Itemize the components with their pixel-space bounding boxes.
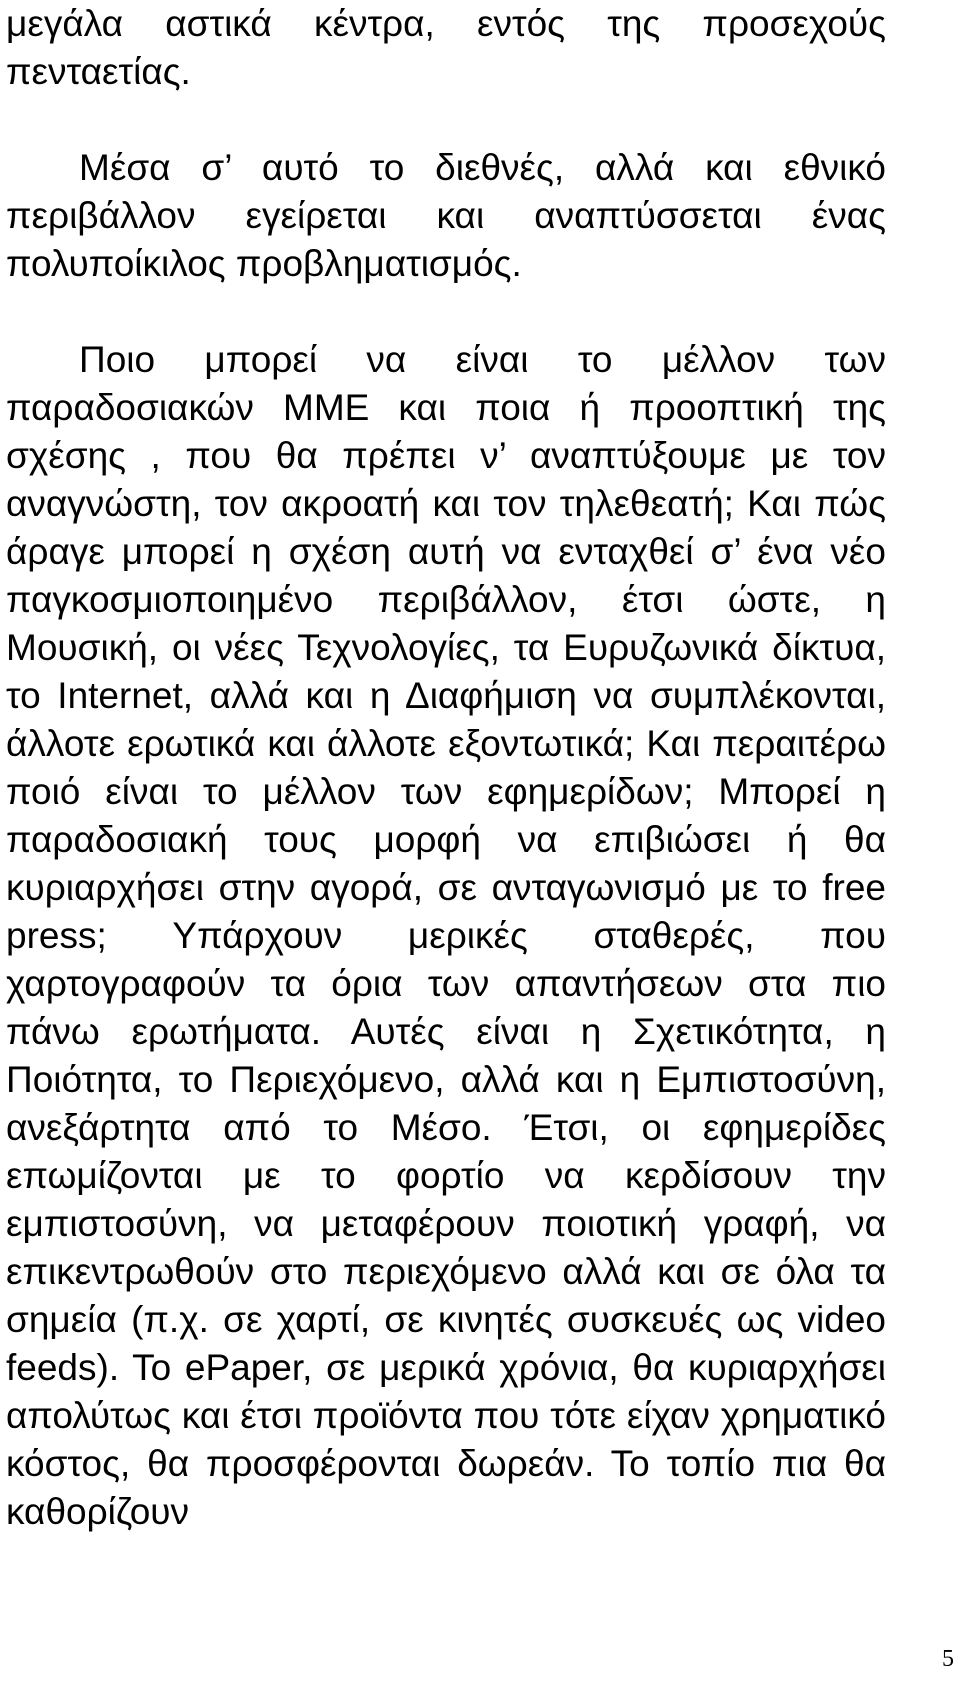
paragraph-2	[6, 144, 886, 288]
paragraph-3	[6, 336, 886, 1536]
paragraph-2-text: Μέσα σ’ αυτό το διεθνές, αλλά και εθνικό περιβάλλον εγείρεται και αναπτύσσεται ένας πολυποίκιλος προβληματισμός.	[6, 147, 886, 284]
document-page	[6, 0, 886, 1536]
paragraph-1-text: μεγάλα αστικά κέντρα, εντός της προσεχούς πενταετίας.	[6, 3, 886, 92]
page-number: 5	[942, 1646, 954, 1672]
paragraph-continuation	[6, 0, 886, 96]
paragraph-3-text: Ποιο μπορεί να είναι το μέλλον των παραδοσιακών ΜΜΕ και ποια ή προοπτική της σχέσης , που θα πρέπει ν’ αναπτύξουμε με τον αναγνώστη, τον ακροατή και τον τηλεθεατή; Και πώς άραγε μπορεί η σχέση αυτή να ενταχθεί σ’ ένα νέο παγκοσμιοποιημένο περιβάλλον, έτσι ώστε, η Μουσική, οι νέες Τεχνολογίες, τα Ευρυζωνικά δίκτυα, το Internet, αλλά και η Διαφήμιση να συμπλέκονται, άλλοτε ερωτικά και άλλοτε εξοντωτικά; Και περαιτέρω ποιό είναι το μέλλον των εφημερίδων; Μπορεί η παραδοσιακή τους μορφή να επιβιώσει ή θα κυριαρχήσει στην αγορά, σε ανταγωνισμό με το free press; Υπάρχουν μερικές σταθερές, που χαρτογραφούν τα όρια των απαντήσεων στα πιο πάνω ερωτήματα. Αυτές είναι η Σχετικότητα, η Ποιότητα, το Περιεχόμενο, αλλά και η Εμπιστοσύνη, ανεξάρτητα από το Μέσο. Έτσι, οι εφημερίδες επωμίζονται με το φορτίο να κερδίσουν την εμπιστοσύνη, να μεταφέρουν ποιοτική γραφή, να επικεντρωθούν στο περιεχόμενο αλλά και σε όλα τα σημεία (π.χ. σε χαρτί, σε κινητές συσκευές ως video feeds). Το ePaper, σε μερικά χρόνια, θα κυριαρχήσει απολύτως και έτσι προϊόντα που τότε είχαν χρηματικό κόστος, θα προσφέρονται δωρεάν. Το τοπίο πια θα καθορίζουν	[6, 339, 886, 1532]
